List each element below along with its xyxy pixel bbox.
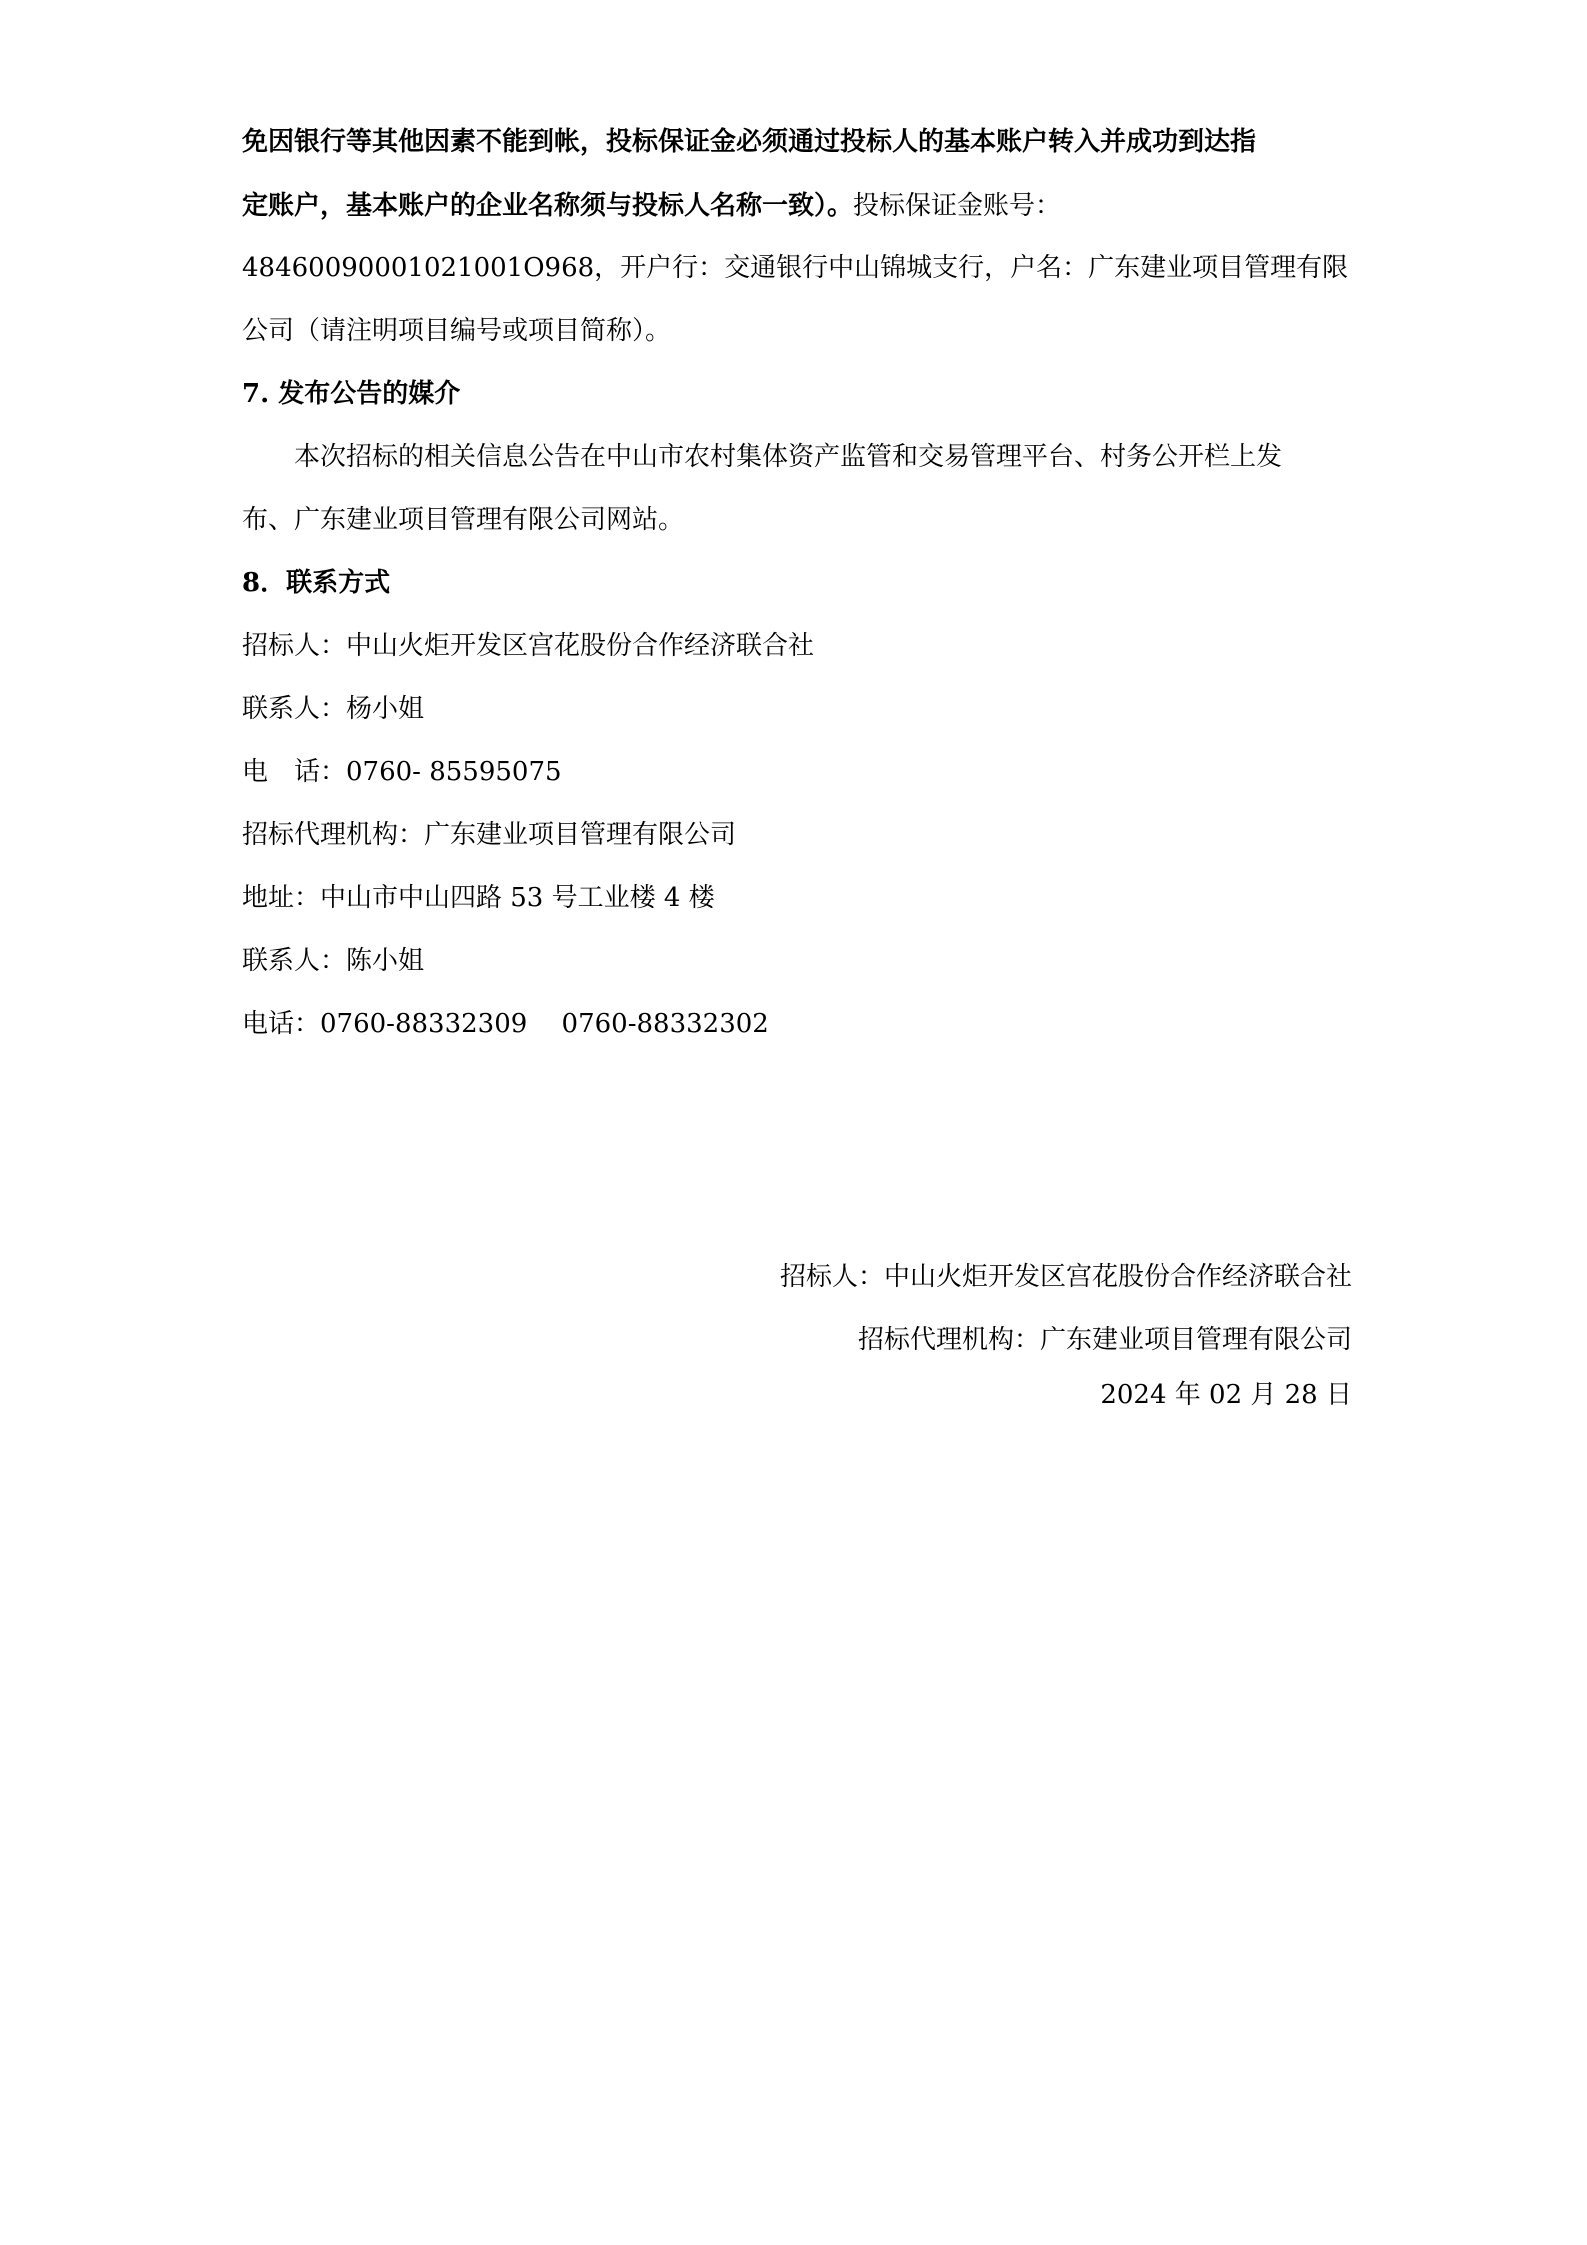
section-7-paragraph-line-2: 布、广东建业项目管理有限公司网站。: [242, 505, 685, 535]
document-page: [242, 0, 1352, 2245]
section-7-heading: 7. 发布公告的媒介: [242, 379, 461, 409]
section-7-paragraph-line-1: 本次招标的相关信息公告在中山市农村集体资产监管和交易管理平台、村务公开栏上发: [294, 442, 1283, 472]
contact-person-1: 联系人：杨小姐: [242, 694, 425, 724]
signature-agency: 招标代理机构：广东建业项目管理有限公司: [857, 1325, 1352, 1355]
contact-address: 地址：中山市中山四路 53 号工业楼 4 楼: [242, 883, 715, 913]
contact-agency: 招标代理机构：广东建业项目管理有限公司: [242, 820, 737, 850]
signature-tenderer: 招标人：中山火炬开发区宫花股份合作经济联合社: [779, 1262, 1352, 1292]
contact-tenderer: 招标人：中山火炬开发区宫花股份合作经济联合社: [242, 631, 815, 661]
deposit-text-line-2: [242, 186, 1352, 226]
deposit-account-label: 投标保证金账号：: [853, 191, 1062, 221]
signature-date: 2024 年 02 月 28 日: [1100, 1380, 1352, 1410]
contact-person-2: 联系人：陈小姐: [242, 946, 425, 976]
deposit-text-line-1: 免因银行等其他因素不能到帐，投标保证金必须通过投标人的基本账户转入并成功到达指: [242, 127, 1257, 157]
contact-phone-1: 电 话：0760- 85595075: [242, 757, 562, 787]
contact-phone-2: 电话：0760-88332309 0760-88332302: [242, 1009, 769, 1039]
deposit-bold-segment: 定账户，基本账户的企业名称须与投标人名称一致）。: [242, 191, 854, 221]
deposit-account-line: 48460090001021001O968，开户行：交通银行中山锦城支行，户名：广东建业项目管理有限: [242, 253, 1349, 283]
deposit-account-line-end: 公司（请注明项目编号或项目简称）。: [242, 316, 672, 346]
section-8-heading: 8．联系方式: [242, 568, 391, 598]
